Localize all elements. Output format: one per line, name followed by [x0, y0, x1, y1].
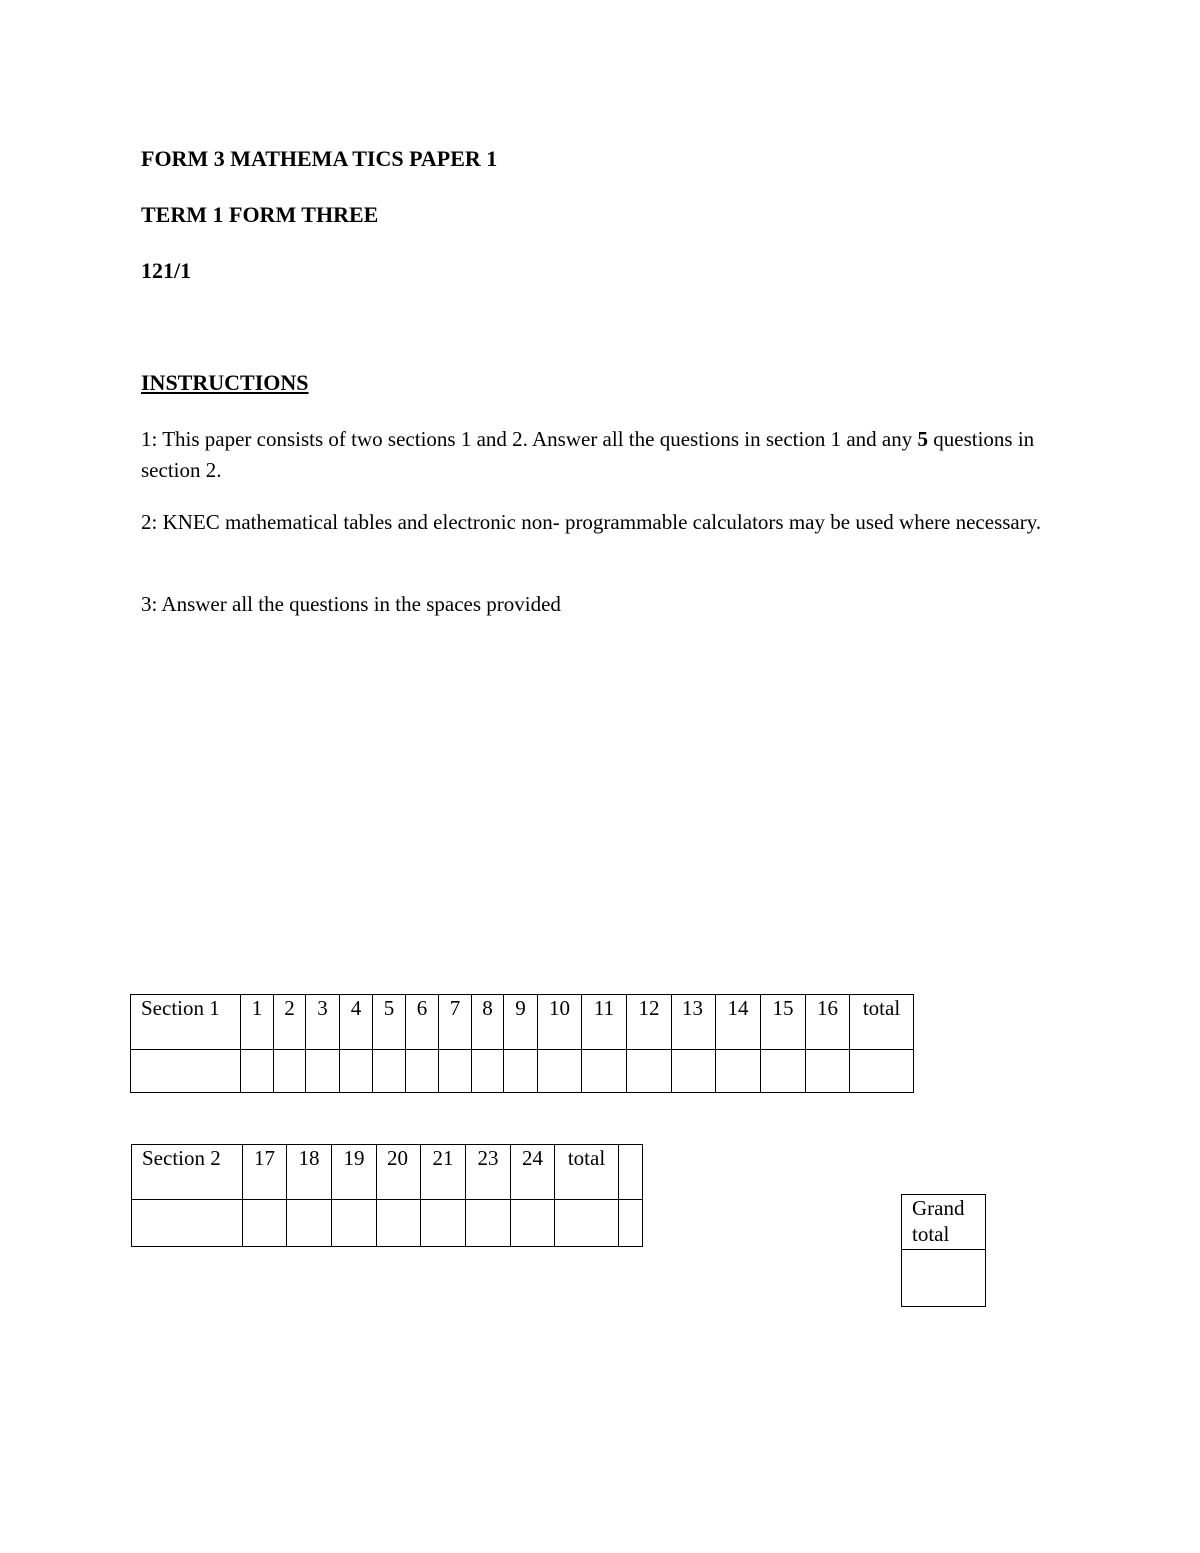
- score-cell: [306, 1050, 340, 1093]
- table-score-row: [902, 1250, 986, 1307]
- grand-total-label: Grand total: [902, 1195, 986, 1250]
- table-header-cell: 3: [306, 995, 340, 1050]
- table-header-cell: 1: [241, 995, 274, 1050]
- score-cell: [466, 1200, 511, 1247]
- instruction-2: 2: KNEC mathematical tables and electronic non- programmable calculators may be used where necessary.: [141, 510, 1042, 534]
- table-header-cell: Section 1: [131, 995, 241, 1050]
- paper-code: 121/1: [141, 258, 192, 283]
- table-header-row: [132, 1145, 643, 1200]
- score-cell: [241, 1050, 274, 1093]
- score-cell: [672, 1050, 716, 1093]
- score-cell: [472, 1050, 504, 1093]
- table-header-cell: 20: [377, 1145, 421, 1200]
- score-cell: [287, 1200, 332, 1247]
- score-cell: [902, 1250, 986, 1307]
- table-header-cell: 9: [504, 995, 538, 1050]
- instruction-1-bold: 5: [917, 427, 928, 451]
- table-header-cell: total: [850, 995, 914, 1050]
- instructions-title: INSTRUCTIONS: [141, 370, 309, 395]
- score-cell: [627, 1050, 672, 1093]
- table-header-cell: 2: [274, 995, 306, 1050]
- score-cell: [716, 1050, 761, 1093]
- table-header-cell: [619, 1145, 643, 1200]
- table-header-cell: 18: [287, 1145, 332, 1200]
- instruction-1-text: 1: This paper consists of two sections 1 and 2. Answer all the questions in section 1 and any: [141, 427, 918, 451]
- table-header-cell: 5: [373, 995, 406, 1050]
- term-label: TERM 1 FORM THREE: [141, 202, 379, 227]
- table-header-cell: 21: [421, 1145, 466, 1200]
- score-cell: [377, 1200, 421, 1247]
- table-header-cell: 24: [511, 1145, 555, 1200]
- table-header-cell: 19: [332, 1145, 377, 1200]
- instruction-1: [141, 424, 1061, 486]
- score-cell: [582, 1050, 627, 1093]
- score-cell: [850, 1050, 914, 1093]
- paper-title: FORM 3 MATHEMA TICS PAPER 1: [141, 146, 498, 171]
- score-cell: [373, 1050, 406, 1093]
- table-header-cell: 14: [716, 995, 761, 1050]
- table-header-cell: 8: [472, 995, 504, 1050]
- score-cell: [421, 1200, 466, 1247]
- table-header-row: [902, 1195, 986, 1250]
- section-1-score-table: [130, 994, 914, 1093]
- table-header-cell: 6: [406, 995, 439, 1050]
- table-header-cell: 13: [672, 995, 716, 1050]
- score-cell: [340, 1050, 373, 1093]
- table-header-cell: 4: [340, 995, 373, 1050]
- table-header-cell: 15: [761, 995, 806, 1050]
- table-header-cell: Section 2: [132, 1145, 243, 1200]
- table-header-cell: 16: [806, 995, 850, 1050]
- score-cell: [274, 1050, 306, 1093]
- score-cell: [555, 1200, 619, 1247]
- score-cell: [132, 1200, 243, 1247]
- score-cell: [243, 1200, 287, 1247]
- table-header-row: [131, 995, 914, 1050]
- table-header-cell: 11: [582, 995, 627, 1050]
- score-cell: [511, 1200, 555, 1247]
- score-cell: [619, 1200, 643, 1247]
- table-header-cell: 17: [243, 1145, 287, 1200]
- score-cell: [131, 1050, 241, 1093]
- score-cell: [504, 1050, 538, 1093]
- instruction-1-tail: questions in section 2.: [141, 427, 1035, 482]
- table-score-row: [132, 1200, 643, 1247]
- score-cell: [806, 1050, 850, 1093]
- table-header-cell: 23: [466, 1145, 511, 1200]
- score-cell: [439, 1050, 472, 1093]
- table-header-cell: 12: [627, 995, 672, 1050]
- score-cell: [332, 1200, 377, 1247]
- table-header-cell: 10: [538, 995, 582, 1050]
- instruction-3: 3: Answer all the questions in the spaces provided: [141, 592, 561, 616]
- score-cell: [538, 1050, 582, 1093]
- grand-total-table: [901, 1194, 986, 1307]
- table-score-row: [131, 1050, 914, 1093]
- score-cell: [761, 1050, 806, 1093]
- table-header-cell: 7: [439, 995, 472, 1050]
- table-header-cell: total: [555, 1145, 619, 1200]
- score-cell: [406, 1050, 439, 1093]
- section-2-score-table: [131, 1144, 643, 1247]
